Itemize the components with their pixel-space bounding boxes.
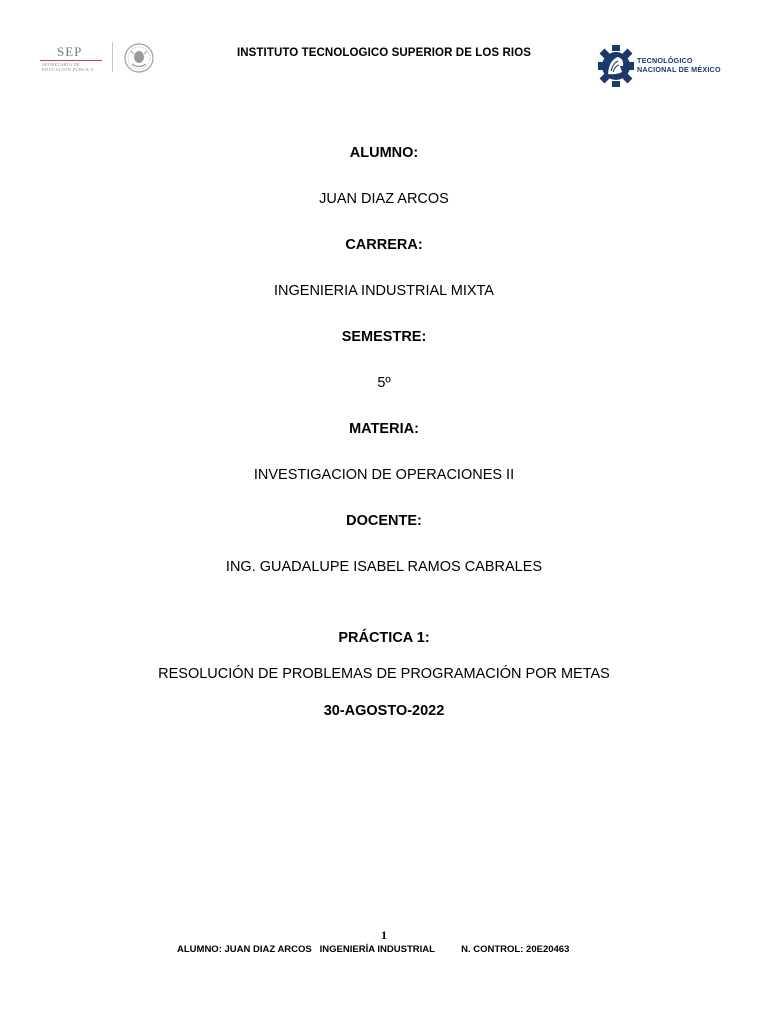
docente-value: ING. GUADALUPE ISABEL RAMOS CABRALES	[225, 559, 543, 575]
carrera-label: CARRERA:	[345, 237, 423, 253]
tecnm-logo	[596, 44, 720, 88]
materia-label: MATERIA:	[349, 421, 419, 437]
practica-title: RESOLUCIÓN DE PROBLEMAS DE PROGRAMACIÓN POR METAS	[158, 666, 610, 682]
tecnm-logo-text	[637, 57, 721, 74]
sep-logo-subtitle-line-1: SECRETARÍA DE	[42, 62, 81, 67]
materia-value: INVESTIGACION DE OPERACIONES II	[253, 467, 515, 483]
sep-logo-subtitle-line-2: EDUCACIÓN PÚBLICA	[42, 67, 94, 72]
semestre-value: 5º	[377, 375, 391, 391]
institute-name: INSTITUTO TECNOLOGICO SUPERIOR DE LOS RIOS	[236, 47, 532, 59]
docente-label: DOCENTE:	[346, 513, 422, 529]
carrera-value: INGENIERIA INDUSTRIAL MIXTA	[274, 283, 494, 299]
sep-logo-rule	[40, 60, 102, 61]
tecnm-logo-line-2: NACIONAL DE MÉXICO	[637, 64, 721, 74]
alumno-label: ALUMNO:	[349, 145, 419, 161]
semestre-label: SEMESTRE:	[341, 329, 427, 345]
sep-logo-title: SEP	[57, 44, 83, 59]
tecnm-logo-line-1: TECNOLÓGICO	[637, 56, 693, 65]
practica-label: PRÁCTICA 1:	[338, 630, 430, 646]
footer-info: ALUMNO: JUAN DIAZ ARCOS INGENIERÍA INDUSTRIAL N. CONTROL: 20E20463	[177, 944, 570, 955]
tecnm-gear-emblem-icon	[596, 44, 636, 88]
document-date: 30-AGOSTO-2022	[323, 703, 445, 719]
page-number: 1	[381, 928, 387, 942]
alumno-value: JUAN DIAZ ARCOS	[319, 191, 449, 207]
sep-logo-subtitle	[42, 62, 94, 72]
